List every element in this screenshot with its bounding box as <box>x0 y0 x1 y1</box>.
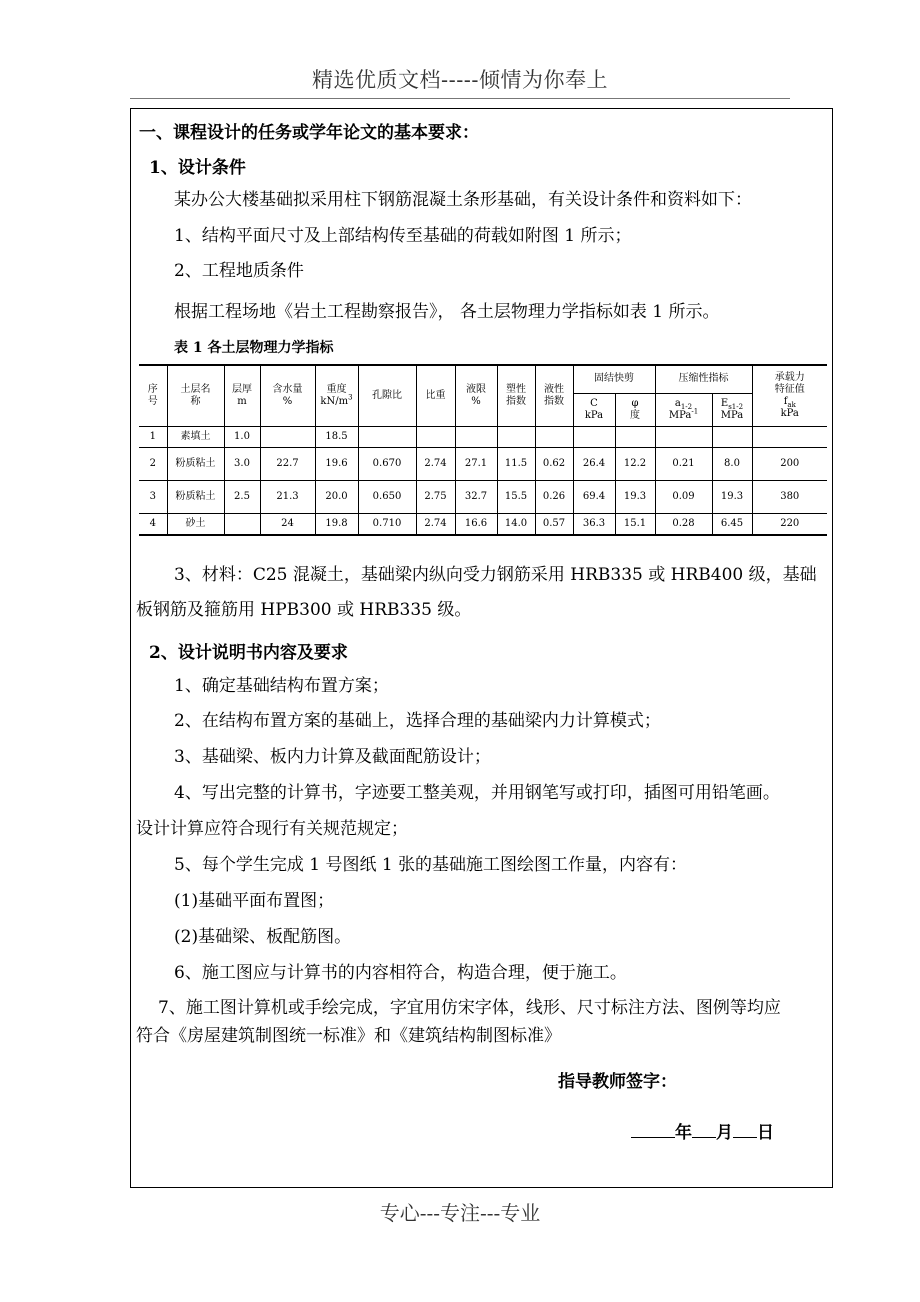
cell-unit-weight: 19.6 <box>315 447 358 480</box>
cell-bearing: 200 <box>752 447 827 480</box>
cell-comp-a: 0.09 <box>655 480 712 513</box>
header-comp-e: $E_{s1-2}$ MPa <box>712 393 752 426</box>
cell-plastic-index: 15.5 <box>497 480 535 513</box>
cell-comp-e: 6.45 <box>712 513 752 535</box>
requirement-item-2: 2、在结构布置方案的基础上，选择合理的基础梁内力计算模式； <box>174 711 661 731</box>
requirement-item-7: 7、施工图计算机或手绘完成，字宜用仿宋字体，线形、尺寸标注方法、图例等均应 <box>158 998 781 1018</box>
table-caption: 表 1 各土层物理力学指标 <box>174 340 334 356</box>
cell-unit-weight: 20.0 <box>315 480 358 513</box>
cell-liquid-limit: 16.6 <box>455 513 497 535</box>
cell-thickness: 3.0 <box>224 447 260 480</box>
cell-comp-e: 19.3 <box>712 480 752 513</box>
requirement-item-6: 6、施工图应与计算书的内容相符合，构造合理，便于施工。 <box>174 963 627 983</box>
cell-thickness <box>224 513 260 535</box>
section1-heading: 一、课程设计的任务或学年论文的基本要求： <box>139 123 479 143</box>
material-line-1: 3、材料：C25 混凝土，基础梁内纵向受力钢筋采用 HRB335 或 HRB400 级，基础 <box>174 565 817 585</box>
header-shear-c: C kPa <box>573 393 615 426</box>
month-label: 月 <box>716 1123 733 1143</box>
cell-void-ratio <box>358 426 416 447</box>
cell-liquidity-index: 0.57 <box>535 513 573 535</box>
day-blank <box>733 1121 757 1138</box>
day-label: 日 <box>757 1123 774 1143</box>
intro-text: 某办公大楼基础拟采用柱下钢筋混凝土条形基础，有关设计条件和资料如下： <box>174 190 752 210</box>
cell-bearing <box>752 426 827 447</box>
cell-seq: 1 <box>139 426 167 447</box>
cell-void-ratio: 0.710 <box>358 513 416 535</box>
page-header: 精选优质文档-----倾情为你奉上 <box>312 68 608 92</box>
header-rule <box>130 98 790 99</box>
table-row <box>139 480 827 513</box>
requirement-item-5-1: (1)基础平面布置图； <box>174 891 335 911</box>
table-row <box>139 426 827 447</box>
table-row <box>139 447 827 480</box>
header-thickness: 层厚 m <box>224 365 260 426</box>
header-liquidity-index: 液性 指数 <box>535 365 573 426</box>
cell-bearing: 220 <box>752 513 827 535</box>
header-plastic-index: 塑性 指数 <box>497 365 535 426</box>
content-frame <box>130 108 833 1188</box>
cell-void-ratio: 0.650 <box>358 480 416 513</box>
signature-date <box>631 1121 774 1143</box>
material-line-2: 板钢筋及箍筋用 HPB300 或 HRB335 级。 <box>136 600 472 620</box>
condition-item-1: 1、结构平面尺寸及上部结构传至基础的荷载如附图 1 所示； <box>174 226 632 246</box>
cell-seq: 3 <box>139 480 167 513</box>
header-gravity: 比重 <box>416 365 455 426</box>
design-conditions-heading: 1、设计条件 <box>149 158 246 178</box>
cell-comp-a: 0.28 <box>655 513 712 535</box>
page-footer: 专心---专注---专业 <box>379 1201 541 1225</box>
header-name: 土层名 称 <box>167 365 224 426</box>
cell-liquid-limit <box>455 426 497 447</box>
cell-shear-phi: 15.1 <box>615 513 655 535</box>
cell-liquid-limit: 27.1 <box>455 447 497 480</box>
header-seq: 序 号 <box>139 365 167 426</box>
cell-shear-phi <box>615 426 655 447</box>
requirement-item-4: 4、写出完整的计算书，字迹要工整美观，并用钢笔写或打印，插图可用铅笔画。 <box>174 783 780 803</box>
header-shear-group: 固结快剪 <box>573 365 655 393</box>
requirement-item-7-cont: 符合《房屋建筑制图统一标准》和《建筑结构制图标准》 <box>136 1026 561 1046</box>
report-text: 根据工程场地《岩土工程勘察报告》， 各土层物理力学指标如表 1 所示。 <box>174 302 720 322</box>
cell-comp-a <box>655 426 712 447</box>
cell-liquid-limit: 32.7 <box>455 480 497 513</box>
requirement-item-3: 3、基础梁、板内力计算及截面配筋设计； <box>174 747 491 767</box>
cell-liquidity-index: 0.62 <box>535 447 573 480</box>
header-compression-group: 压缩性指标 <box>655 365 752 393</box>
requirement-item-5: 5、每个学生完成 1 号图纸 1 张的基础施工图绘图工作量，内容有： <box>174 855 688 875</box>
cell-name: 砂土 <box>167 513 224 535</box>
cell-comp-e: 8.0 <box>712 447 752 480</box>
requirement-item-4-cont: 设计计算应符合现行有关规范规定； <box>136 819 408 839</box>
cell-gravity <box>416 426 455 447</box>
cell-name: 素填土 <box>167 426 224 447</box>
month-blank <box>692 1121 716 1138</box>
cell-water: 21.3 <box>260 480 315 513</box>
cell-shear-c: 36.3 <box>573 513 615 535</box>
cell-name: 粉质粘土 <box>167 480 224 513</box>
header-water: 含水量 % <box>260 365 315 426</box>
requirement-item-1: 1、确定基础结构布置方案； <box>174 676 389 696</box>
cell-unit-weight: 18.5 <box>315 426 358 447</box>
cell-shear-phi: 19.3 <box>615 480 655 513</box>
cell-comp-e <box>712 426 752 447</box>
cell-water: 22.7 <box>260 447 315 480</box>
cell-water: 24 <box>260 513 315 535</box>
cell-gravity: 2.75 <box>416 480 455 513</box>
cell-water <box>260 426 315 447</box>
cell-comp-a: 0.21 <box>655 447 712 480</box>
cell-shear-c: 26.4 <box>573 447 615 480</box>
cell-plastic-index: 11.5 <box>497 447 535 480</box>
table-row <box>139 513 827 535</box>
section2-heading: 2、设计说明书内容及要求 <box>149 643 348 663</box>
cell-gravity: 2.74 <box>416 513 455 535</box>
year-label: 年 <box>675 1123 692 1143</box>
cell-plastic-index: 14.0 <box>497 513 535 535</box>
cell-seq: 4 <box>139 513 167 535</box>
header-liquid-limit: 液限 % <box>455 365 497 426</box>
cell-name: 粉质粘土 <box>167 447 224 480</box>
soil-properties-table <box>139 364 827 536</box>
cell-seq: 2 <box>139 447 167 480</box>
cell-liquidity-index <box>535 426 573 447</box>
cell-thickness: 1.0 <box>224 426 260 447</box>
cell-bearing: 380 <box>752 480 827 513</box>
cell-shear-c: 69.4 <box>573 480 615 513</box>
cell-gravity: 2.74 <box>416 447 455 480</box>
header-shear-phi: φ 度 <box>615 393 655 426</box>
year-blank <box>631 1121 675 1138</box>
advisor-signature-label: 指导教师签字： <box>558 1072 677 1092</box>
header-void-ratio: 孔隙比 <box>358 365 416 426</box>
condition-item-2: 2、工程地质条件 <box>174 261 304 281</box>
header-unit-weight: 重度 $kN/m^3$ <box>315 365 358 426</box>
header-comp-a: $a_{1-2}$ MPa$^{-1}$ <box>655 393 712 426</box>
cell-plastic-index <box>497 426 535 447</box>
cell-unit-weight: 19.8 <box>315 513 358 535</box>
header-bearing: 承载力 特征值 $f_{ak}$ kPa <box>752 365 827 426</box>
requirement-item-5-2: (2)基础梁、板配筋图。 <box>174 927 352 947</box>
cell-shear-c <box>573 426 615 447</box>
cell-thickness: 2.5 <box>224 480 260 513</box>
cell-shear-phi: 12.2 <box>615 447 655 480</box>
cell-void-ratio: 0.670 <box>358 447 416 480</box>
cell-liquidity-index: 0.26 <box>535 480 573 513</box>
